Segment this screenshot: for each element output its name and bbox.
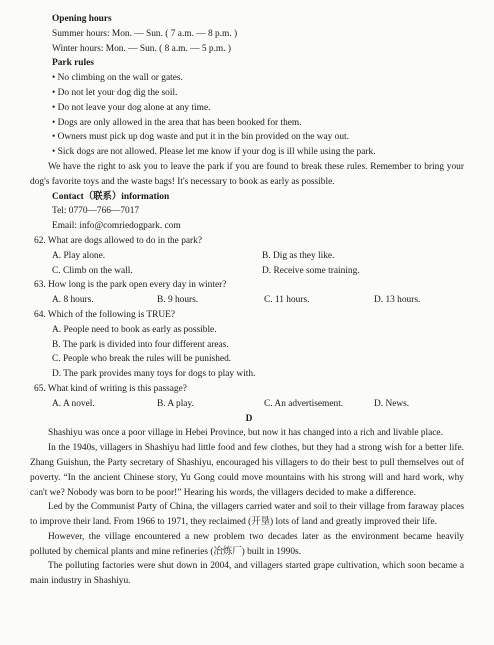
- question-stem: 63. How long is the park open every day in winter?: [34, 280, 227, 291]
- question-options: [34, 249, 464, 279]
- option: A. People need to book as early as possible.: [52, 324, 217, 335]
- option: A. Play alone.: [52, 250, 106, 261]
- passage-paragraph: The polluting factories were shut down in 2004, and villagers started grape cultivation, which soon became a main industry in Shashiyu.: [30, 561, 464, 587]
- option: C. An advertisement.: [264, 398, 344, 409]
- closing-paragraph: We have the right to ask you to leave the park if you are found to break these rules. Remember to bring your dog's favorite toys and the waste bags! It's necessary to book as early as possible.: [30, 161, 464, 187]
- summer-hours: Summer hours: Mon. — Sun. ( 7 a.m. — 8 p.m. ): [52, 28, 238, 39]
- rule-item: • Do not let your dog dig the soil.: [34, 86, 464, 101]
- park-rules-title: Park rules: [52, 58, 94, 69]
- option: B. The park is divided into four different areas.: [52, 339, 229, 350]
- passage-paragraph: However, the village encountered a new problem two decades later as the environment became heavily polluted by chemical plants and mine refineries (冶炼厂) built in 1990s.: [30, 531, 464, 557]
- option: D. 13 hours.: [374, 295, 421, 306]
- option: B. Dig as they like.: [262, 250, 335, 261]
- opening-hours-title: Opening hours: [52, 14, 112, 24]
- rule-item: • Dogs are only allowed in the area that has been booked for them.: [34, 116, 464, 131]
- rule-item: • Owners must pick up dog waste and put it in the bin provided on the way out.: [34, 130, 464, 145]
- passage-paragraph: Shashiyu was once a poor village in Hebei Province, but now it has changed into a rich and livable place.: [48, 428, 443, 439]
- question-stem: 65. What kind of writing is this passage?: [34, 383, 187, 394]
- passage-paragraph: Led by the Communist Party of China, the villagers carried water and soil to their village from faraway places to improve their land. From 1966 to 1971, they reclaimed (开垦) lots of land and greatly improved their life.: [30, 502, 464, 528]
- option: B. A play.: [157, 398, 194, 409]
- rule-item: • No climbing on the wall or gates.: [34, 71, 464, 86]
- section-heading: D: [245, 413, 253, 424]
- option: A. A novel.: [52, 398, 95, 409]
- winter-hours: Winter hours: Mon. — Sun. ( 8 a.m. — 5 p.m. ): [52, 43, 232, 54]
- option: D. Receive some training.: [262, 265, 360, 276]
- contact-tel: Tel: 0770—766—7017: [52, 206, 140, 217]
- option: B. 9 hours.: [157, 295, 199, 306]
- question-stem: 64. Which of the following is TRUE?: [34, 309, 176, 320]
- option: A. 8 hours.: [52, 295, 94, 306]
- rule-item: • Sick dogs are not allowed. Please let me know if your dog is ill while using the park.: [34, 145, 464, 160]
- question-options: [34, 397, 464, 412]
- contact-title: Contact（联系）information: [52, 191, 170, 202]
- option: D. The park provides many toys for dogs to play with.: [52, 369, 256, 380]
- passage-paragraph: In the 1940s, villagers in Shashiyu had little food and few clothes, but they had a strong wish for a better life. Zhang Guishun, the Party secretary of Shashiyu, encouraged his villagers to do their best to pull themselves out of poverty. “In the ancient Chinese story, Yu Gong could move mountains with his strong will and hard work, why can't we? Nobody was born to be poor!” Hearing his words, the villagers decided to make a difference.: [30, 443, 464, 498]
- question-options: [34, 293, 464, 308]
- question-stem: 62. What are dogs allowed to do in the park?: [34, 235, 203, 246]
- option: C. Climb on the wall.: [52, 265, 133, 276]
- option: C. 11 hours.: [264, 295, 310, 306]
- option: C. People who break the rules will be punished.: [52, 354, 232, 365]
- contact-email: Email: info@comriedogpark. com: [52, 221, 181, 232]
- option: D. News.: [374, 398, 410, 409]
- rule-item: • Do not leave your dog alone at any time.: [34, 101, 464, 116]
